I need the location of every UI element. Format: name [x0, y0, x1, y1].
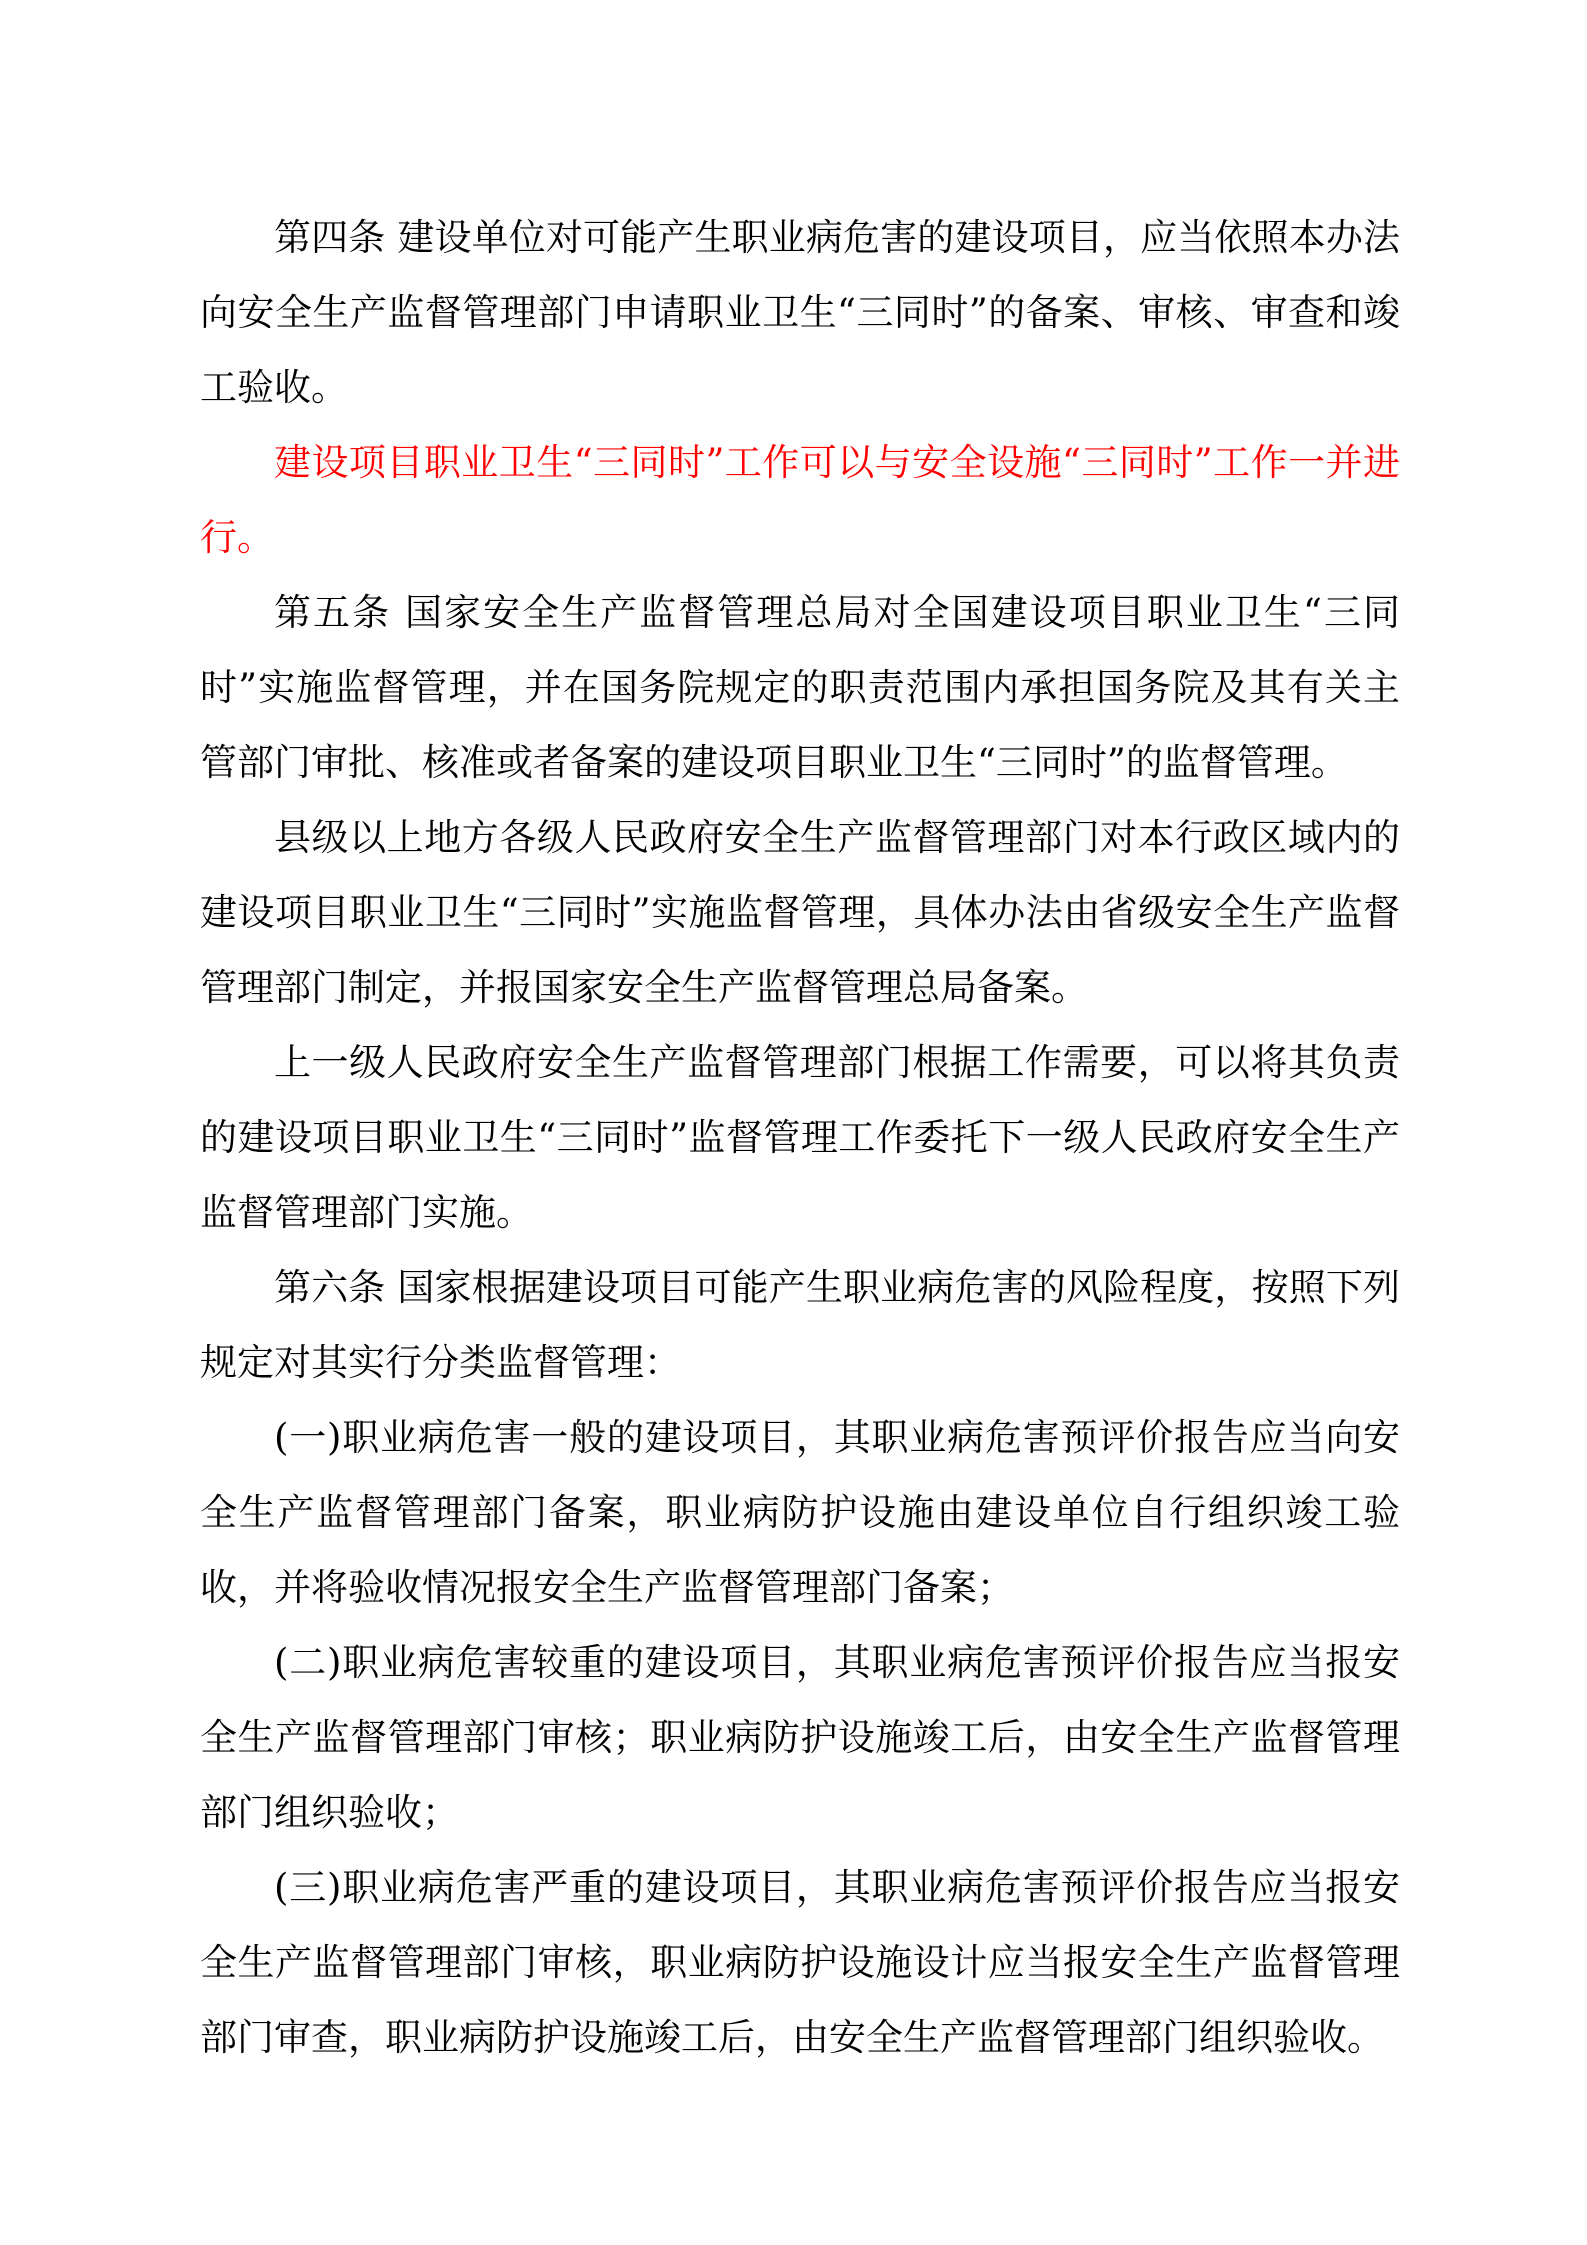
paragraph-item-1: (一)职业病危害一般的建设项目，其职业病危害预评价报告应当向安全生产监督管理部门备案，职业病防护设施由建设单位自行组织竣工验收，并将验收情况报安全生产监督管理部门备案；	[200, 1416, 1400, 1609]
paragraph-article-4: 第四条 建设单位对可能产生职业病危害的建设项目，应当依照本办法向安全生产监督管理部门申请职业卫生“三同时”的备案、审核、审查和竣工验收。	[200, 216, 1400, 409]
paragraph-local-supervision: 县级以上地方各级人民政府安全生产监督管理部门对本行政区域内的建设项目职业卫生“三同时”实施监督管理，具体办法由省级安全生产监督管理部门制定，并报国家安全生产监督管理总局备案。	[200, 816, 1400, 1009]
paragraph-highlighted-note: 建设项目职业卫生“三同时”工作可以与安全设施“三同时”工作一并进行。	[200, 441, 1400, 559]
paragraph-delegation: 上一级人民政府安全生产监督管理部门根据工作需要，可以将其负责的建设项目职业卫生“三同时”监督管理工作委托下一级人民政府安全生产监督管理部门实施。	[200, 1041, 1400, 1234]
paragraph-item-2: (二)职业病危害较重的建设项目，其职业病危害预评价报告应当报安全生产监督管理部门审核；职业病防护设施竣工后，由安全生产监督管理部门组织验收；	[200, 1641, 1400, 1834]
document-body	[200, 200, 1400, 2075]
paragraph-item-3: (三)职业病危害严重的建设项目，其职业病危害预评价报告应当报安全生产监督管理部门审核，职业病防护设施设计应当报安全生产监督管理部门审查，职业病防护设施竣工后，由安全生产监督管理部门组织验收。	[200, 1866, 1400, 2059]
paragraph-article-6: 第六条 国家根据建设项目可能产生职业病危害的风险程度，按照下列规定对其实行分类监督管理：	[200, 1266, 1400, 1384]
paragraph-article-5: 第五条 国家安全生产监督管理总局对全国建设项目职业卫生“三同时”实施监督管理，并在国务院规定的职责范围内承担国务院及其有关主管部门审批、核准或者备案的建设项目职业卫生“三同时”的监督管理。	[200, 591, 1400, 784]
